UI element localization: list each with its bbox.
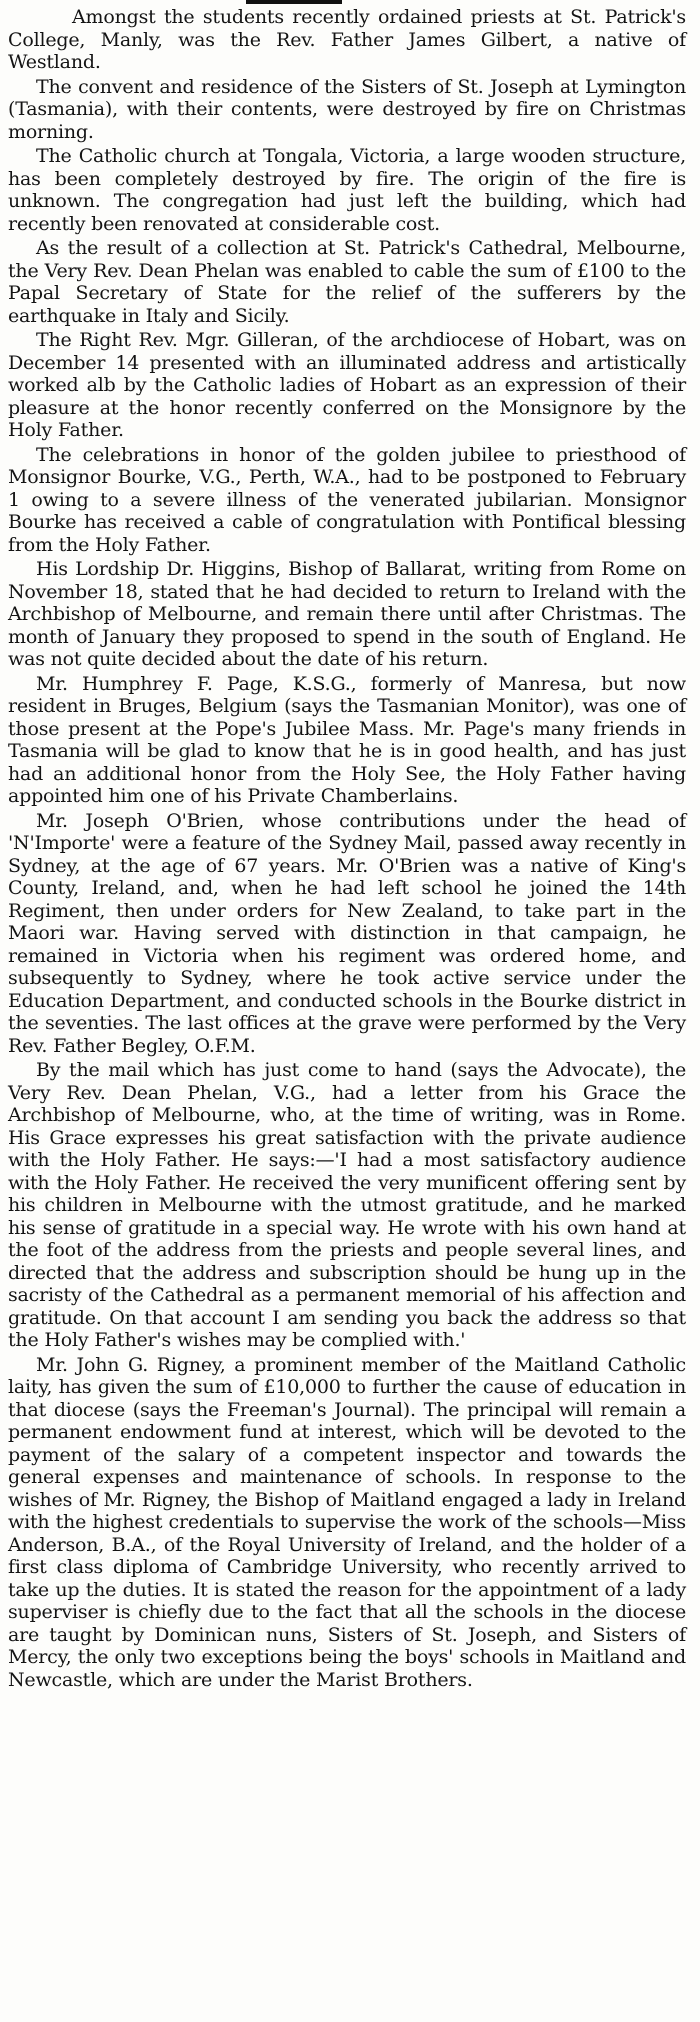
news-item-earthquake-collection: As the result of a collection at St. Patrick's Cathedral, Melbourne, the Very Rev. Dean Phelan was enabled to cable the sum of £100 to the Papal Secretary of State for the relief of the sufferers by the earthquake in Italy and Sicily. [8, 237, 686, 327]
news-item-archbishop-audience: By the mail which has just come to hand (says the Advocate), the Very Rev. Dean Phelan, V.G., had a letter from his Grace the Archbishop of Melbourne, who, at the time of writing, was in Rome. His Grace expresses his great satisfaction with the private audience with the Holy Father. He says:—'I had a most satisfactory audience with the Holy Father. He received the very munificent offering sent by his children in Melbourne with the utmost gratitude, and he marked his sense of gratitude in a special way. He wrote with his own hand at the foot of the address from the priests and people several lines, and directed that the address and subscription should be hung up in the sacristy of the Cathedral as a permanent memorial of his affection and gratitude. On that account I am sending you back the address so that the Holy Father's wishes may be complied with.' [8, 1059, 686, 1351]
column-top-rule [246, 0, 342, 4]
news-item-gilbert-ordination: Amongst the students recently ordained priests at St. Patrick's College, Manly, was the Rev. Father James Gilbert, a native of Westland. [8, 6, 686, 73]
news-item-gilleran-presentation: The Right Rev. Mgr. Gilleran, of the archdiocese of Hobart, was on December 14 presented with an illuminated address and artistically worked alb by the Catholic ladies of Hobart as an expression of their pleasure at the honor recently conferred on the Monsignore by the Holy Father. [8, 329, 686, 441]
news-item-bourke-jubilee: The celebrations in honor of the golden jubilee to priesthood of Monsignor Bourke, V.G., Perth, W.A., had to be postponed to February 1 owing to a severe illness of the venerated jubilarian. Monsignor Bourke has received a cable of congratulation with Pontifical blessing from the Holy Father. [8, 443, 686, 556]
news-item-rigney-endowment: Mr. John G. Rigney, a prominent member of the Maitland Catholic laity, has given the sum of £10,000 to further the cause of education in that diocese (says the Freeman's Journal). The principal will remain a permanent endowment fund at interest, which will be devoted to the payment of the salary of a competent inspector and towards the general expenses and maintenance of schools. In response to the wishes of Mr. Rigney, the Bishop of Maitland engaged a lady in Ireland with the highest credentials to supervise the work of the schools—Miss Anderson, B.A., of the Royal University of Ireland, and the holder of a first class diploma of Cambridge University, who recently arrived to take up the duties. It is stated the reason for the appointment of a lady superviser is chiefly due to the fact that all the schools in the diocese are taught by Dominican nuns, Sisters of St. Joseph, and Sisters of Mercy, the only two exceptions being the boys' schools in Maitland and Newcastle, which are under the Marist Brothers. [8, 1353, 686, 1691]
news-item-tongala-church-fire: The Catholic church at Tongala, Victoria, a large wooden structure, has been completely destroyed by fire. The origin of the fire is unknown. The congregation had just left the building, which had recently been renovated at considerable cost. [8, 145, 686, 235]
news-item-page-chamberlain: Mr. Humphrey F. Page, K.S.G., formerly of Manresa, but now resident in Bruges, Belgium (says the Tasmanian Monitor), was one of those present at the Pope's Jubilee Mass. Mr. Page's many friends in Tasmania will be glad to know that he is in good health, and has just had an additional honor from the Holy See, the Holy Father having appointed him one of his Private Chamberlains. [8, 672, 686, 807]
news-item-obrien-obituary: Mr. Joseph O'Brien, whose contributions under the head of 'N'Importe' were a feature of the Sydney Mail, passed away recently in Sydney, at the age of 67 years. Mr. O'Brien was a native of King's County, Ireland, and, when he had left school he joined the 14th Regiment, then under orders for New Zealand, to take part in the Maori war. Having served with distinction in that campaign, he remained in Victoria when his regiment was ordered home, and subsequently to Sydney, where he took active service under the Education Department, and conducted schools in the Bourke district in the seventies. The last offices at the grave were performed by the Very Rev. Father Begley, O.F.M. [8, 809, 686, 1057]
news-column [8, 6, 686, 1693]
news-item-lymington-convent-fire: The convent and residence of the Sisters of St. Joseph at Lymington (Tasmania), with their contents, were destroyed by fire on Christmas morning. [8, 75, 686, 143]
news-item-higgins-letter: His Lordship Dr. Higgins, Bishop of Ballarat, writing from Rome on November 18, stated that he had decided to return to Ireland with the Archbishop of Melbourne, and remain there until after Christmas. The month of January they proposed to spend in the south of England. He was not quite decided about the date of his return. [8, 558, 686, 670]
